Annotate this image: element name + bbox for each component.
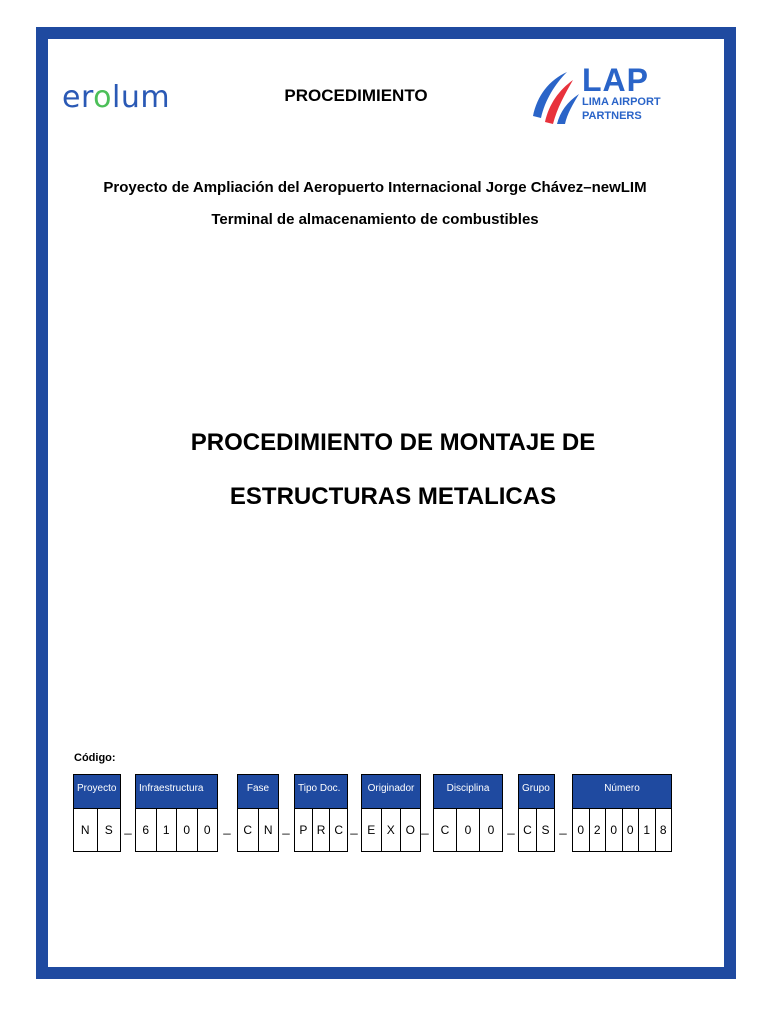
- terminal-subtitle: Terminal de almacenamiento de combustibles: [211, 211, 539, 228]
- code-separator: _: [559, 820, 567, 835]
- document-title-line2: ESTRUCTURAS METALICAS: [229, 483, 557, 510]
- lap-logo-mark-icon: [527, 68, 583, 124]
- code-group-header: Disciplina: [433, 774, 503, 809]
- code-cell: 0: [176, 809, 198, 852]
- code-separator: _: [507, 820, 515, 835]
- code-cell: R: [312, 809, 331, 852]
- code-separator: _: [124, 820, 132, 835]
- code-group-header: Proyecto: [73, 774, 121, 809]
- lap-logo-line2: PARTNERS: [582, 110, 642, 122]
- code-cell: N: [73, 809, 98, 852]
- code-group: [294, 774, 348, 852]
- code-cell: 0: [572, 809, 590, 852]
- code-group: [73, 774, 121, 852]
- code-group: [572, 774, 672, 852]
- code-group: [518, 774, 555, 852]
- code-group-header: Fase: [237, 774, 279, 809]
- code-cell: S: [97, 809, 122, 852]
- code-group-header: Infraestructura: [135, 774, 218, 809]
- code-cell: 0: [605, 809, 623, 852]
- header-title: PROCEDIMIENTO: [284, 86, 428, 105]
- code-cell: 2: [589, 809, 607, 852]
- code-group: [135, 774, 218, 852]
- code-separator: _: [223, 820, 231, 835]
- code-separator: _: [282, 820, 290, 835]
- code-cell: C: [433, 809, 457, 852]
- code-group-header: Originador: [361, 774, 421, 809]
- code-cell: N: [258, 809, 280, 852]
- code-label: Código:: [74, 752, 116, 764]
- lap-logo-big: LAP: [582, 62, 649, 98]
- erolum-logo-text-2: o: [93, 80, 112, 115]
- code-cell: 0: [622, 809, 640, 852]
- code-cell: P: [294, 809, 313, 852]
- code-cell: 6: [135, 809, 157, 852]
- code-group: [361, 774, 421, 852]
- code-group-header: Número: [572, 774, 672, 809]
- code-cell: E: [361, 809, 382, 852]
- code-separator: _: [421, 820, 429, 835]
- code-cell: X: [381, 809, 402, 852]
- lap-logo: [582, 62, 661, 123]
- code-cell: 1: [156, 809, 178, 852]
- document-title-line1: PROCEDIMIENTO DE MONTAJE DE: [190, 429, 596, 456]
- code-separator: _: [350, 820, 358, 835]
- project-subtitle: Proyecto de Ampliación del Aeropuerto Internacional Jorge Chávez–newLIM: [103, 179, 647, 196]
- code-cell: 8: [655, 809, 673, 852]
- lap-logo-line1: LIMA AIRPORT: [582, 96, 661, 108]
- code-group-header: Grupo: [518, 774, 555, 809]
- erolum-logo-text-1: er: [62, 80, 94, 115]
- code-cell: C: [518, 809, 537, 852]
- code-cell: C: [329, 809, 348, 852]
- code-cell: S: [536, 809, 555, 852]
- code-cell: C: [237, 809, 259, 852]
- code-group: [237, 774, 279, 852]
- code-cell: 0: [479, 809, 503, 852]
- code-group: [433, 774, 503, 852]
- erolum-logo-text-3: lum: [112, 80, 171, 115]
- code-group-header: Tipo Doc.: [294, 774, 348, 809]
- code-cell: 1: [638, 809, 656, 852]
- code-cell: 0: [197, 809, 219, 852]
- code-cell: 0: [456, 809, 480, 852]
- code-cell: O: [400, 809, 421, 852]
- erolum-logo: [62, 80, 170, 115]
